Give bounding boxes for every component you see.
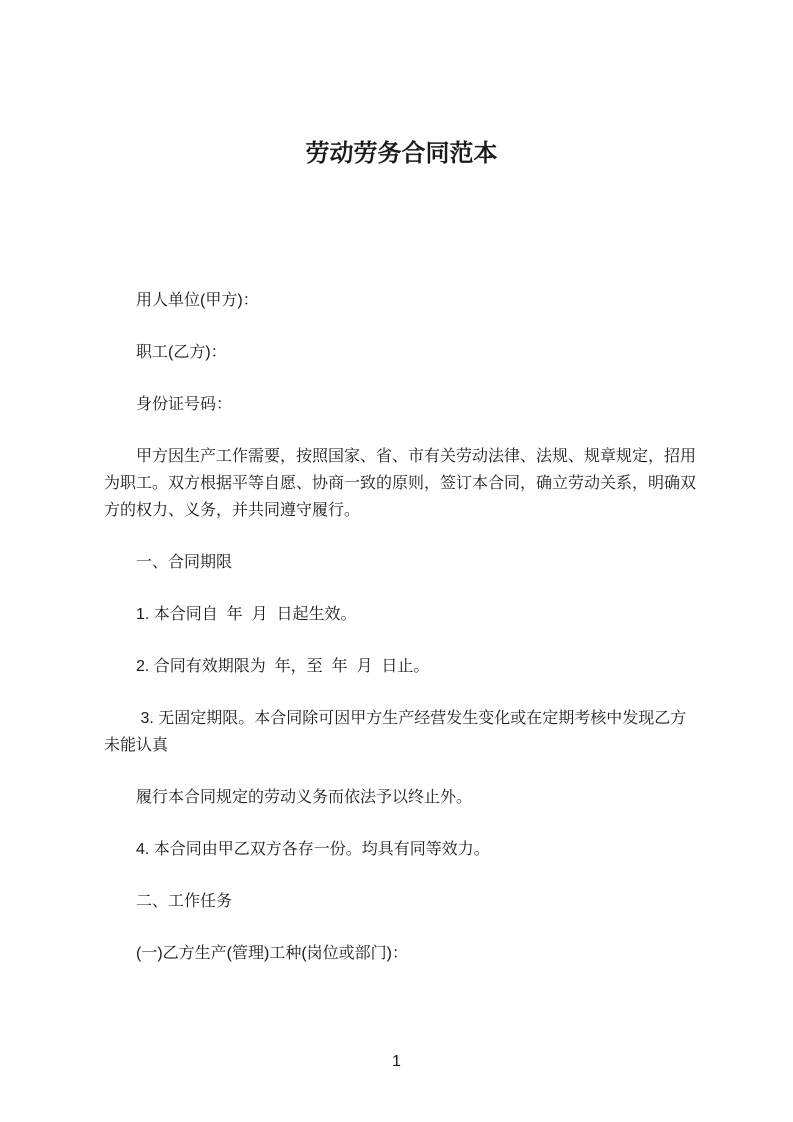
id-number-label: 身份证号码： xyxy=(136,396,233,413)
clause-term-3: 3. 无固定期限。本合同除可因甲方生产经营发生变化或在定期考核中发现乙方未能认真 xyxy=(104,710,687,754)
section-one-heading: 一、合同期限 xyxy=(136,554,233,571)
clause-term-1: 1. 本合同自 年 月 日起生效。 xyxy=(136,606,357,623)
page-number: 1 xyxy=(392,1053,401,1070)
clause-term-2: 2. 合同有效期限为 年，至 年 月 日止。 xyxy=(136,658,430,675)
section-two-heading: 二、工作任务 xyxy=(136,893,233,910)
party-a-label: 用人单位(甲方)： xyxy=(136,292,259,309)
intro-paragraph: 甲方因生产工作需要，按照国家、省、市有关劳动法律、法规、规章规定，招用为职工。双方根据平等自愿、协商一致的原则，签订本合同，确立劳动关系，明确双方的权力、义务，并共同遵守履行。 xyxy=(104,448,697,519)
document-title: 劳动劳务合同范本 xyxy=(305,140,498,167)
clause-work-task-1: (一)乙方生产(管理)工种(岗位或部门)： xyxy=(136,945,408,962)
clause-term-4: 4. 本合同由甲乙双方各存一份。均具有同等效力。 xyxy=(136,841,490,858)
clause-term-3-continuation: 履行本合同规定的劳动义务而依法予以终止外。 xyxy=(136,789,473,806)
party-b-label: 职工(乙方)： xyxy=(136,344,227,361)
